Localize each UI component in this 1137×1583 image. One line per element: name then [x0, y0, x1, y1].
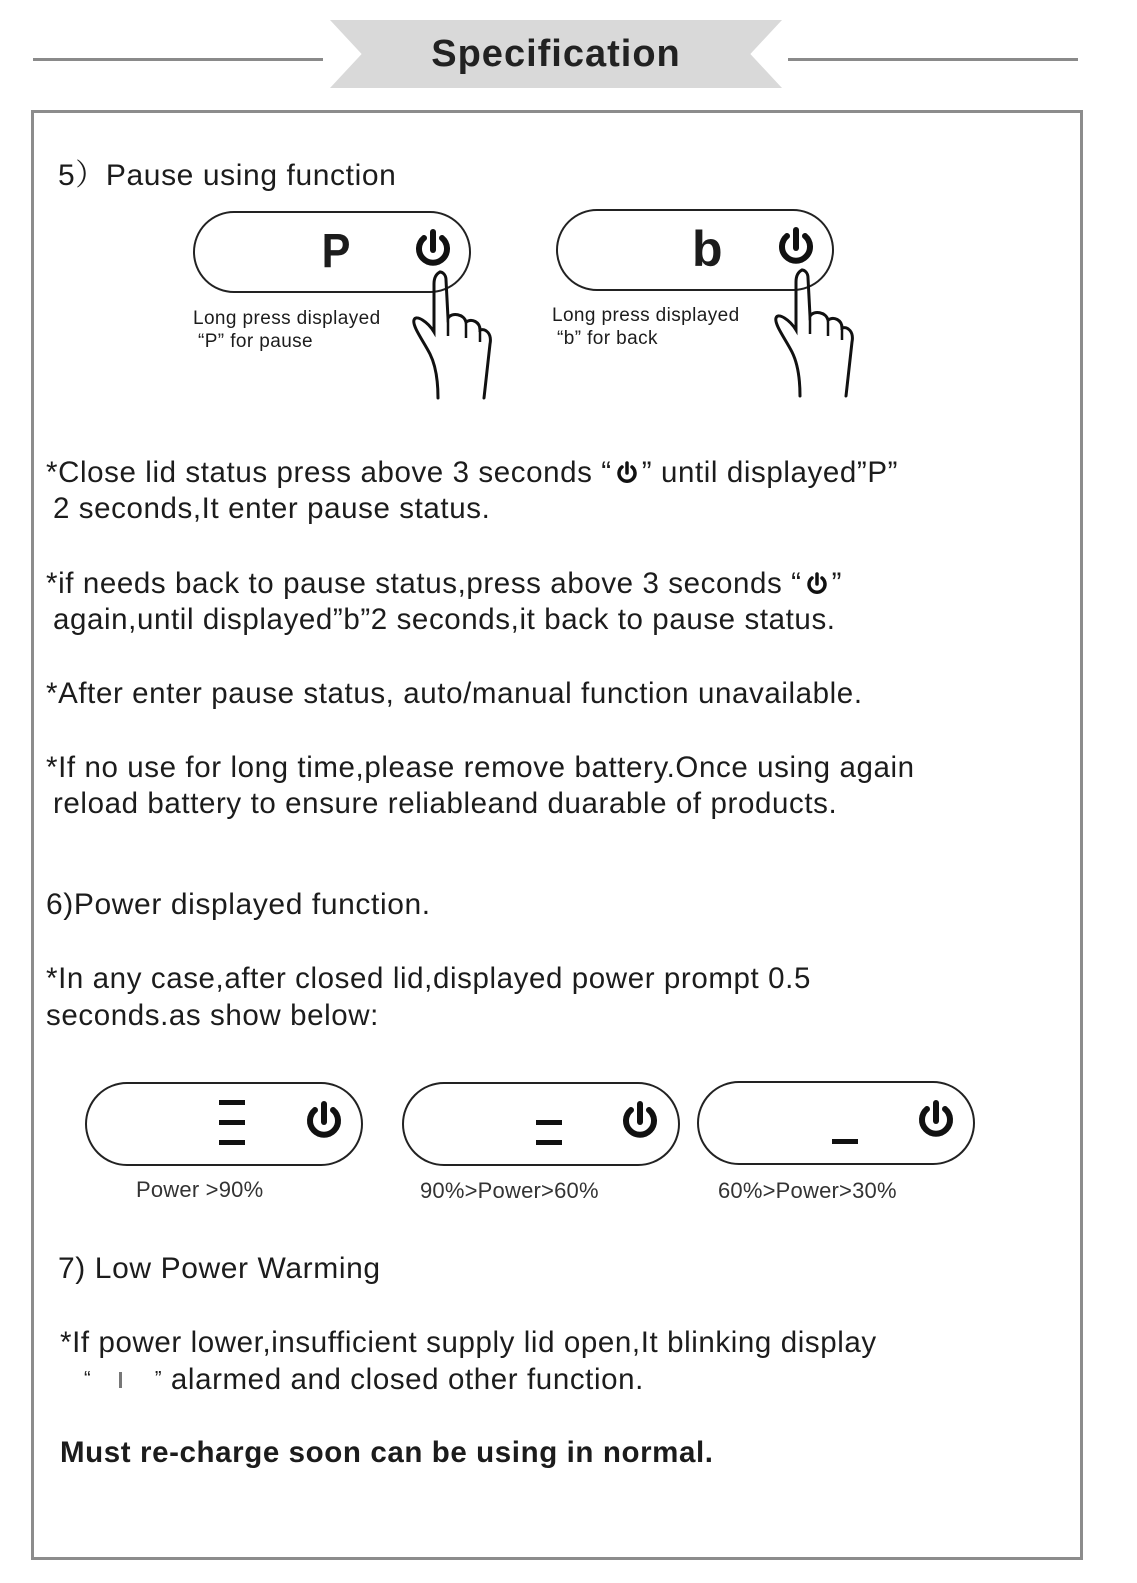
pressing-hand-icon [412, 270, 512, 400]
header-rule-left [33, 58, 323, 61]
bullet-back-line2: again,until displayed”b”2 seconds,it back to pause status. [53, 603, 836, 636]
header-rule-right [788, 58, 1078, 61]
power-level-label: 90%>Power>60% [420, 1178, 599, 1203]
power-icon [616, 461, 638, 485]
bullet-low-power-line1: *If power lower,insufficient supply lid open,It blinking display [60, 1326, 877, 1359]
bullet-unavailable: *After enter pause status, auto/manual function unavailable. [46, 677, 863, 710]
power-icon [806, 572, 828, 596]
power-icon [776, 228, 816, 268]
display-back-char: b [692, 221, 724, 277]
display-pause-char: P [321, 225, 351, 278]
bullet-battery-line2: reload battery to ensure reliableand duarable of products. [53, 787, 838, 820]
battery-bars-icon [830, 1099, 860, 1145]
page-title: Specification [431, 33, 681, 75]
section6-heading: 6)Power displayed function. [46, 888, 431, 921]
caption-back-line1: Long press displayed [552, 305, 740, 326]
bullet-power-prompt-line1: *In any case,after closed lid,displayed power prompt 0.5 [46, 962, 811, 995]
bullet-low-power-line2: “ ” alarmed and closed other function. [84, 1363, 644, 1396]
bullet-battery-line1: *If no use for long time,please remove battery.Once using again [46, 751, 915, 784]
power-icon [413, 230, 453, 270]
power-icon [620, 1102, 660, 1142]
battery-bars-icon [534, 1100, 564, 1146]
power-icon [916, 1101, 956, 1141]
section5-heading: 5）Pause using function [58, 159, 397, 192]
power-level-label: 60%>Power>30% [718, 1178, 897, 1203]
power-level-label: Power >90% [136, 1177, 264, 1202]
bullet-back-line1: *if needs back to pause status,press above 3 seconds “ ” [46, 567, 843, 600]
caption-pause-line1: Long press displayed [193, 308, 381, 329]
section7-heading: 7) Low Power Warming [58, 1252, 381, 1285]
bullet-power-prompt-line2: seconds.as show below: [46, 999, 379, 1032]
power-icon [304, 1102, 344, 1142]
caption-pause-line2: “P” for pause [198, 331, 314, 352]
recharge-note: Must re-charge soon can be using in normal. [60, 1436, 714, 1469]
battery-bars-icon [217, 1100, 247, 1146]
bullet-close-lid-line2: 2 seconds,It enter pause status. [53, 492, 491, 525]
low-battery-bar-icon [114, 1368, 128, 1392]
caption-back-line2: “b” for back [557, 328, 658, 349]
bullet-close-lid-line1: *Close lid status press above 3 seconds “ ” until displayed”P” [46, 456, 899, 489]
pressing-hand-icon [774, 268, 874, 398]
